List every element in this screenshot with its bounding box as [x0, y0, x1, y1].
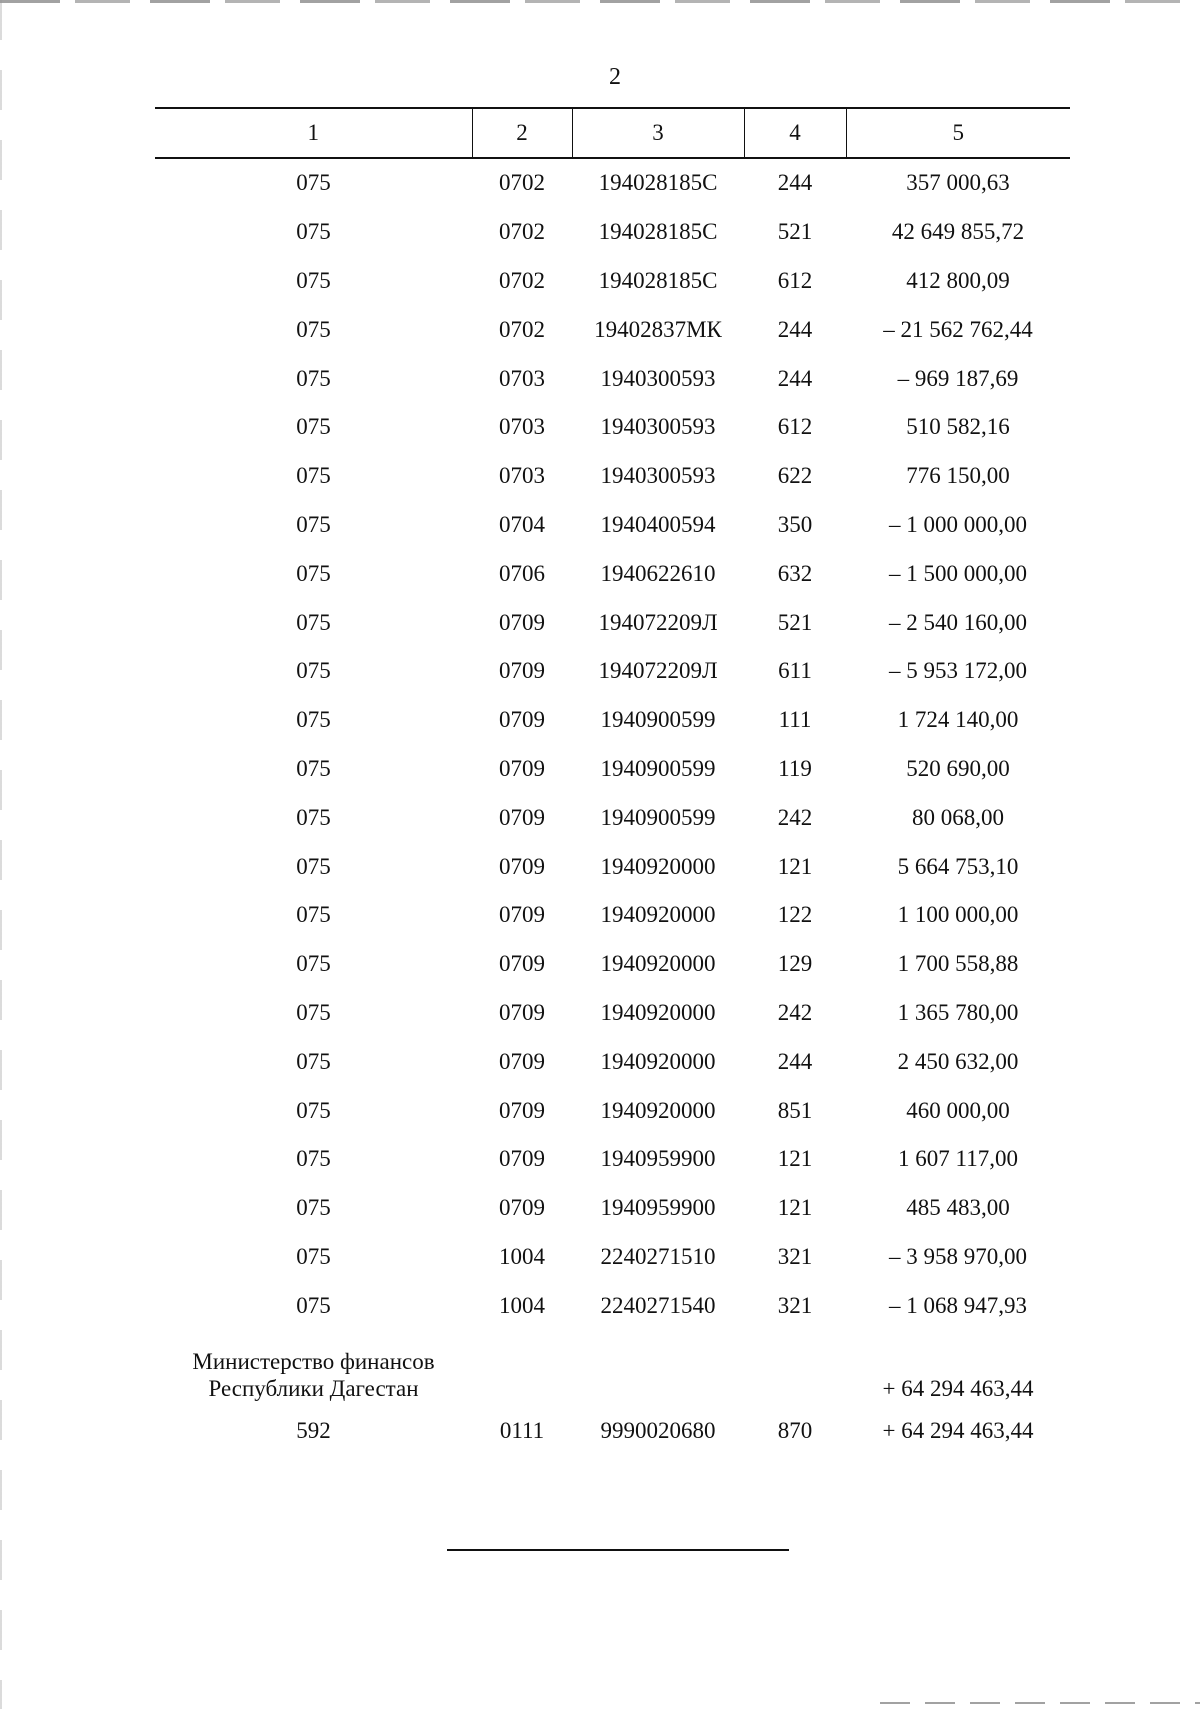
table-cell-target-code: 1940400594 — [600, 511, 716, 537]
table-cell-target-code: 194028185С — [598, 219, 718, 245]
table-cell-target-code: 194072209Л — [598, 658, 718, 684]
table-cell-ministry-code: 075 — [296, 755, 331, 781]
table-cell-ministry-code: 075 — [296, 609, 331, 635]
table-cell-target-code: 1940900599 — [600, 755, 716, 781]
table-cell-section-code: 0709 — [499, 853, 545, 879]
table-cell-amount: – 1 068 947,93 — [889, 1292, 1027, 1318]
table-cell-section-code: 0704 — [499, 511, 545, 537]
table-cell-ministry-code: 075 — [296, 365, 331, 391]
table-row — [155, 989, 1070, 1038]
table-cell-target-code: 1940920000 — [600, 999, 716, 1025]
table-cell-expense-type: 851 — [777, 1097, 813, 1123]
table-cell-amount: 5 664 753,10 — [897, 853, 1019, 879]
table-cell-expense-type: 242 — [777, 999, 813, 1025]
table-cell-target-code: 1940300593 — [600, 365, 716, 391]
final-cell-expense-type: 870 — [777, 1417, 813, 1443]
table-cell-ministry-code: 075 — [296, 804, 331, 830]
table-cell-target-code: 2240271540 — [600, 1292, 716, 1318]
scan-edge-top — [0, 0, 1200, 3]
page-number: 2 — [609, 64, 621, 90]
table-cell-expense-type: 632 — [777, 560, 813, 586]
table-cell-target-code: 1940920000 — [600, 951, 716, 977]
table-cell-ministry-code: 075 — [296, 1097, 331, 1123]
table-row — [155, 549, 1070, 598]
table-cell-empty — [472, 1330, 572, 1406]
table-cell-amount: 80 068,00 — [912, 804, 1004, 830]
table-cell-expense-type: 121 — [777, 853, 813, 879]
table-cell-section-code: 0709 — [499, 804, 545, 830]
table-row — [155, 1184, 1070, 1233]
table-row — [155, 1281, 1070, 1330]
table-cell-amount: – 21 562 762,44 — [883, 316, 1033, 342]
table-cell-target-code: 19402837МК — [594, 316, 722, 342]
table-cell-expense-type: 321 — [777, 1243, 813, 1269]
table-cell-target-code: 1940622610 — [600, 560, 716, 586]
table-cell-amount: 1 365 780,00 — [897, 999, 1019, 1025]
table-row — [155, 940, 1070, 989]
table-cell-expense-type: 121 — [777, 1146, 813, 1172]
table-cell-expense-type: 244 — [777, 170, 813, 196]
table-row — [155, 745, 1070, 794]
table-cell-section-code: 0709 — [499, 658, 545, 684]
column-header-3: 3 — [572, 108, 744, 158]
table-row — [155, 1086, 1070, 1135]
table-cell-ministry-code: 075 — [296, 1146, 331, 1172]
table-cell-ministry-code: 075 — [296, 999, 331, 1025]
table-cell-expense-type: 521 — [777, 219, 813, 245]
table-cell-target-code: 1940300593 — [600, 463, 716, 489]
table-cell-section-code: 0709 — [499, 1146, 545, 1172]
table-cell-amount: 520 690,00 — [906, 755, 1010, 781]
table-row — [155, 305, 1070, 354]
table-cell-amount: 42 649 855,72 — [891, 219, 1025, 245]
table-cell-target-code: 1940920000 — [600, 853, 716, 879]
table-cell-amount: – 1 500 000,00 — [889, 560, 1027, 586]
table-cell-amount: – 2 540 160,00 — [889, 609, 1027, 635]
scan-edge-bottom — [880, 1702, 1200, 1704]
table-cell-section-code: 0706 — [499, 560, 545, 586]
table-cell-section-code: 0709 — [499, 609, 545, 635]
table-cell-ministry-code: 075 — [296, 707, 331, 733]
table-cell-ministry-code: 075 — [296, 316, 331, 342]
table-cell-section-code: 0709 — [499, 1195, 545, 1221]
column-header-4: 4 — [744, 108, 846, 158]
table-cell-expense-type: 350 — [777, 511, 813, 537]
table-row — [155, 501, 1070, 550]
final-cell-target-code: 9990020680 — [600, 1417, 716, 1443]
table-cell-expense-type: 111 — [778, 707, 812, 733]
table-row — [155, 598, 1070, 647]
table-cell-section-code: 0709 — [499, 755, 545, 781]
ministry-name — [155, 1330, 472, 1406]
table-cell-expense-type: 622 — [777, 463, 813, 489]
table-cell-expense-type: 242 — [777, 804, 813, 830]
table-cell-section-code: 0703 — [499, 463, 545, 489]
table-cell-ministry-code: 075 — [296, 414, 331, 440]
table-cell-target-code: 1940920000 — [600, 1097, 716, 1123]
table-body — [155, 158, 1070, 1455]
table-cell-amount: 776 150,00 — [906, 463, 1010, 489]
table-cell-ministry-code: 075 — [296, 170, 331, 196]
table-cell-amount: 510 582,16 — [906, 414, 1010, 440]
final-cell-amount: + 64 294 463,44 — [882, 1417, 1034, 1443]
table-row — [155, 793, 1070, 842]
table-cell-amount: 357 000,63 — [906, 170, 1010, 196]
table-cell-section-code: 0702 — [499, 170, 545, 196]
table-cell-amount: 1 607 117,00 — [898, 1146, 1018, 1172]
table-cell-section-code: 0709 — [499, 951, 545, 977]
table-row — [155, 696, 1070, 745]
table-row — [155, 1135, 1070, 1184]
table-row — [155, 1037, 1070, 1086]
table-row — [155, 842, 1070, 891]
table-cell-expense-type: 129 — [777, 951, 813, 977]
final-cell-section-code: 0111 — [499, 1417, 545, 1443]
table-cell-amount: – 3 958 970,00 — [889, 1243, 1027, 1269]
table-cell-amount: – 1 000 000,00 — [889, 511, 1027, 537]
ministry-name-line-2: Республики Дагестан — [208, 1376, 419, 1402]
table-cell-expense-type: 611 — [778, 658, 812, 684]
column-header-2: 2 — [472, 108, 572, 158]
group-row-ministry — [155, 1330, 1070, 1406]
column-header-5: 5 — [846, 108, 1070, 158]
table-cell-section-code: 0703 — [499, 414, 545, 440]
table-row — [155, 403, 1070, 452]
table-cell-target-code: 194028185С — [598, 267, 718, 293]
table-cell-target-code: 1940959900 — [600, 1195, 716, 1221]
table-cell-section-code: 0709 — [499, 999, 545, 1025]
table-cell-section-code: 0702 — [499, 267, 545, 293]
table-cell-expense-type: 612 — [777, 414, 813, 440]
table-cell-expense-type: 122 — [777, 902, 813, 928]
table-cell-section-code: 1004 — [499, 1243, 545, 1269]
table-cell-section-code: 0709 — [499, 707, 545, 733]
table-cell-amount: 2 450 632,00 — [897, 1048, 1019, 1074]
table-row — [155, 208, 1070, 257]
table-cell-target-code: 1940920000 — [600, 902, 716, 928]
table-cell-amount: 412 800,09 — [906, 267, 1010, 293]
ministry-total-amount: + 64 294 463,44 — [882, 1376, 1034, 1402]
table-cell-target-code: 1940900599 — [600, 804, 716, 830]
table-cell-ministry-code: 075 — [296, 902, 331, 928]
table-cell-ministry-code: 075 — [296, 463, 331, 489]
table-cell-expense-type: 119 — [778, 755, 812, 781]
table-header — [155, 108, 1070, 158]
table-cell-section-code: 0702 — [499, 219, 545, 245]
table-cell-amount: 1 724 140,00 — [897, 707, 1019, 733]
table-cell-ministry-code: 075 — [296, 853, 331, 879]
table-cell-amount: 460 000,00 — [906, 1097, 1010, 1123]
table-row — [155, 452, 1070, 501]
table-cell-expense-type: 244 — [777, 316, 813, 342]
budget-table — [155, 107, 1070, 1455]
table-cell-expense-type: 612 — [777, 267, 813, 293]
table-cell-amount: 1 700 558,88 — [897, 951, 1019, 977]
table-cell-target-code: 194028185С — [598, 170, 718, 196]
table-cell-ministry-code: 075 — [296, 658, 331, 684]
table-row — [155, 1233, 1070, 1282]
table-cell-section-code: 0703 — [499, 365, 545, 391]
table-cell-empty — [744, 1330, 846, 1406]
table-row — [155, 158, 1070, 208]
header-row — [155, 108, 1070, 158]
table-cell-target-code: 194072209Л — [598, 609, 718, 635]
table-cell-expense-type: 521 — [777, 609, 813, 635]
final-cell-ministry-code: 592 — [296, 1417, 331, 1443]
table-cell-target-code: 2240271510 — [600, 1243, 716, 1269]
table-cell-expense-type: 244 — [777, 1048, 813, 1074]
table-cell-ministry-code: 075 — [296, 219, 331, 245]
table-row — [155, 257, 1070, 306]
table-cell-amount: – 969 187,69 — [897, 365, 1019, 391]
scan-edge-left — [0, 0, 2, 1709]
table-cell-section-code: 0702 — [499, 316, 545, 342]
table-cell-target-code: 1940900599 — [600, 707, 716, 733]
table-row — [155, 647, 1070, 696]
table-cell-ministry-code: 075 — [296, 1195, 331, 1221]
table-cell-ministry-code: 075 — [296, 560, 331, 586]
table-cell-section-code: 0709 — [499, 1048, 545, 1074]
table-cell-target-code: 1940920000 — [600, 1048, 716, 1074]
table-row — [155, 354, 1070, 403]
table-cell-amount: – 5 953 172,00 — [889, 658, 1027, 684]
column-header-1: 1 — [155, 108, 472, 158]
final-row — [155, 1406, 1070, 1455]
table-cell-expense-type: 121 — [777, 1195, 813, 1221]
table-cell-amount: 1 100 000,00 — [897, 902, 1019, 928]
table-row — [155, 891, 1070, 940]
table-cell-expense-type: 321 — [777, 1292, 813, 1318]
table-cell-ministry-code: 075 — [296, 1048, 331, 1074]
table-cell-amount: 485 483,00 — [906, 1195, 1010, 1221]
table-cell-target-code: 1940959900 — [600, 1146, 716, 1172]
table-cell-expense-type: 244 — [777, 365, 813, 391]
table-cell-section-code: 1004 — [499, 1292, 545, 1318]
table-cell-section-code: 0709 — [499, 902, 545, 928]
table-cell-ministry-code: 075 — [296, 511, 331, 537]
ministry-name-line-1: Министерство финансов — [192, 1349, 435, 1375]
table-cell-ministry-code: 075 — [296, 951, 331, 977]
closing-rule — [447, 1549, 789, 1551]
table-cell-target-code: 1940300593 — [600, 414, 716, 440]
table-cell-ministry-code: 075 — [296, 1243, 331, 1269]
table-cell-ministry-code: 075 — [296, 267, 331, 293]
table-cell-empty — [572, 1330, 744, 1406]
table-cell-ministry-code: 075 — [296, 1292, 331, 1318]
table-cell-section-code: 0709 — [499, 1097, 545, 1123]
